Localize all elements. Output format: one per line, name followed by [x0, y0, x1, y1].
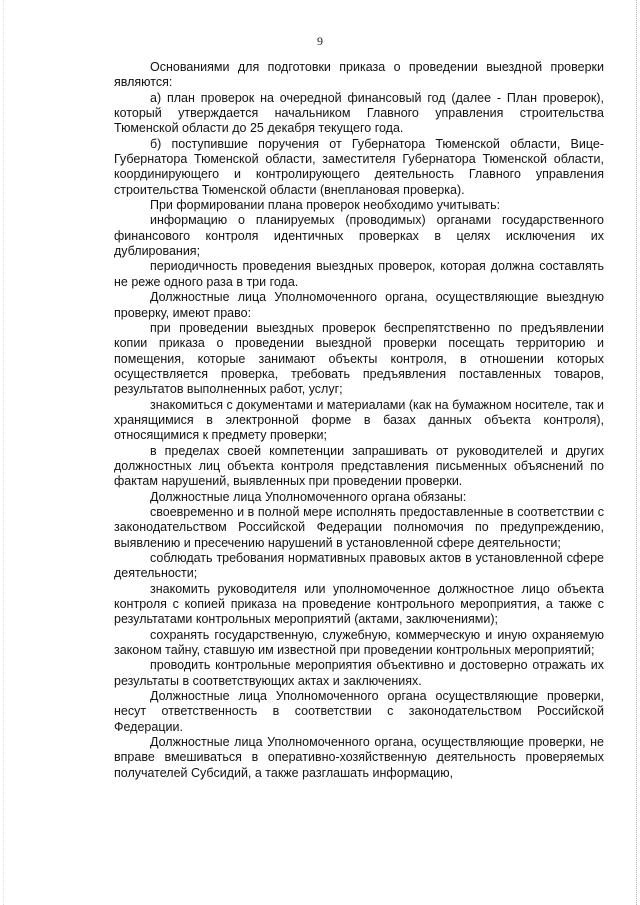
paragraph: периодичность проведения выездных проверок, которая должна составлять не реже одного раза в три года. [114, 259, 604, 289]
paragraph: а) план проверок на очередной финансовый год (далее - План проверок), который утверждается начальником Главного управления строительства Тюменской области до 25 декабря текущего года. [114, 90, 604, 136]
paragraph: знакомить руководителя или уполномоченное должностное лицо объекта контроля с копией приказа на проведение контрольного мероприятия, а также с результатами контрольных мероприятий (актами, заключениями); [114, 581, 604, 627]
paragraph: Должностные лица Уполномоченного органа обязаны: [150, 489, 467, 504]
paragraph: Должностные лица Уполномоченного органа осуществляющие проверки, несут ответственность в соответствии с законодательством Российской Федерации. [114, 689, 604, 734]
paragraph: в пределах своей компетенции запрашивать от руководителей и других должностных лиц объекта контроля представления письменных объяснений по фактам нарушений, выявленных при проведении проверки. [114, 443, 604, 489]
paragraph: б) поступившие поручения от Губернатора Тюменской области, Вице-Губернатора Тюменской области, заместителя Губернатора Тюменской области, координирующего и контролирующего деятельность Главного управления строительства Тюменской области (внеплановая проверка). [114, 136, 604, 197]
paragraph: знакомиться с документами и материалами (как на бумажном носителе, так и хранящимися в электронной форме в базах данных объекта контроля), относящимися к предмету проверки; [114, 397, 604, 443]
paragraph: сохранять государственную, служебную, коммерческую и иную охраняемую законом тайну, ставшую им известной при проведении контрольных мероприятий; [114, 627, 604, 658]
paragraph: проводить контрольные мероприятия объективно и достоверно отражать их результаты в соответствующих актах и заключениях. [114, 658, 604, 688]
paragraph: своевременно и в полной мере исполнять предоставленные в соответствии с законодательством Российской Федерации полномочия по предупреждению, выявлению и пресечению нарушений в установленной сфере деятельности; [114, 504, 604, 550]
body-text [114, 60, 604, 781]
paragraph: соблюдать требования нормативных правовых актов в установленной сфере деятельности; [114, 551, 604, 581]
paragraph: Основаниями для подготовки приказа о проведении выездной проверки являются: [114, 60, 604, 90]
paragraph: при проведении выездных проверок беспрепятственно по предъявлении копии приказа о проведении выездной проверки посещать территорию и помещения, которые занимают объекты контроля, в отношении которых осуществляется проверка, требовать предъявления поставленных товаров, результатов выполненных работ, услуг; [114, 320, 604, 397]
paragraph: информацию о планируемых (проводимых) органами государственного финансового контроля идентичных проверках в целях исключения их дублирования; [114, 213, 604, 259]
paragraph: Должностные лица Уполномоченного органа, осуществляющие проверки, не вправе вмешиваться в оперативно-хозяйственную деятельность проверяемых получателей Субсидий, а также разглашать информацию, [114, 735, 604, 780]
paragraph: При формировании плана проверок необходимо учитывать: [150, 198, 501, 213]
paragraph: Должностные лица Уполномоченного органа, осуществляющие выездную проверку, имеют право: [114, 290, 604, 320]
page-number: 9 [317, 34, 323, 48]
scan-edge-right [635, 0, 637, 905]
scan-edge-left [3, 0, 5, 905]
